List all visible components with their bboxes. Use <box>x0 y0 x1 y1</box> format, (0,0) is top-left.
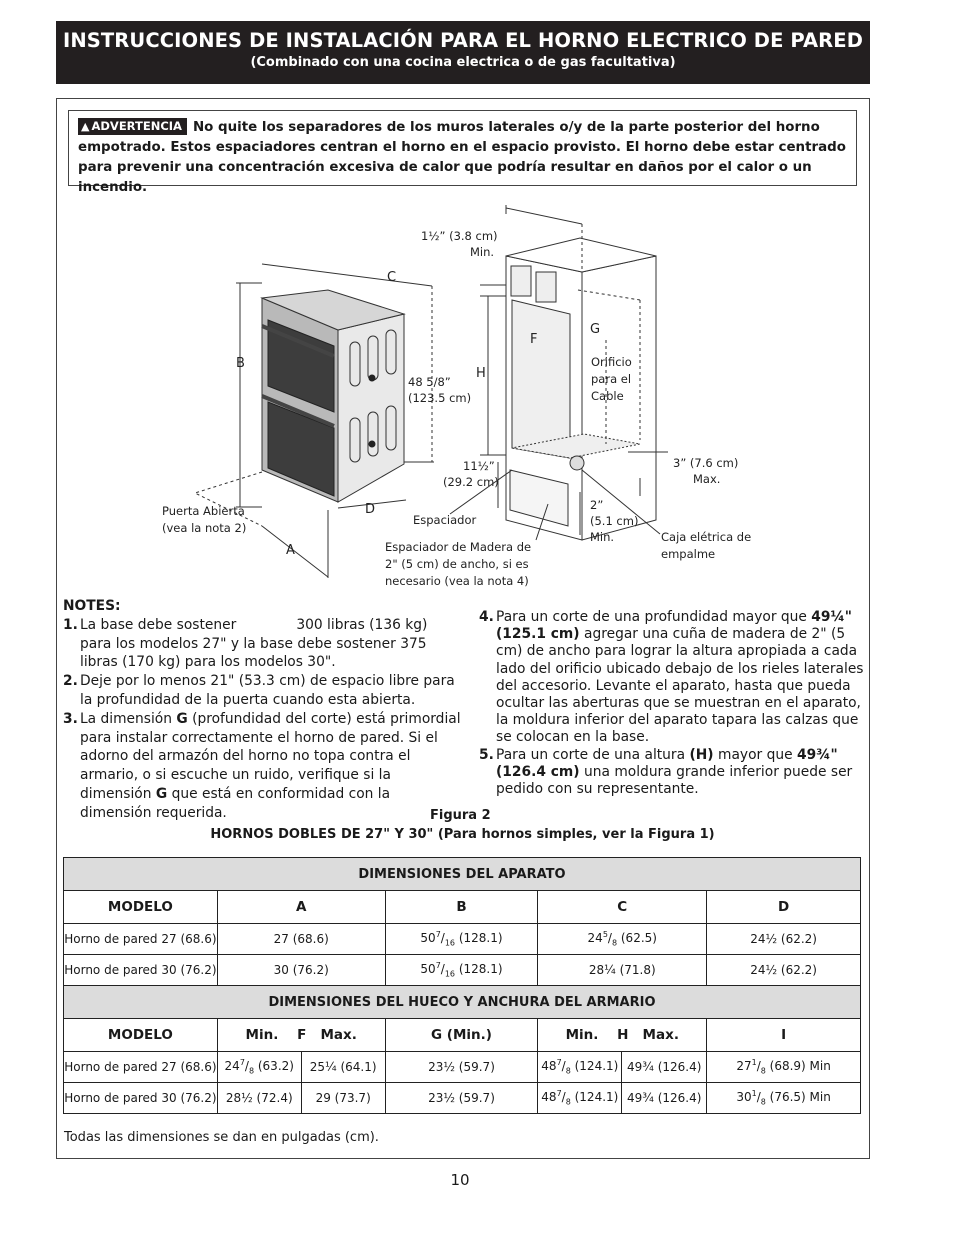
table1-header-model: MODELO <box>64 891 218 924</box>
table2-row1-model: Horno de pared 27 (68.6) <box>64 1052 218 1083</box>
table2-row1-hmin-den: 8 <box>565 1066 571 1076</box>
table2-row2-hmax: 49¾ (126.4) <box>622 1083 707 1114</box>
note-3-text-c: que está en conformidad con la dimensión requerida. <box>80 785 391 821</box>
note-5 <box>479 747 864 799</box>
table1-row2-b-rest: (128.1) <box>455 962 503 977</box>
table2-row2-fmin: 28½ (72.4) <box>217 1083 301 1114</box>
table1-header-d: D <box>707 891 861 924</box>
table2-header-g: G (Min.) <box>385 1019 538 1052</box>
note-5-bold: 49¾" (126.4 cm) <box>496 746 838 780</box>
note-3-g-1: G <box>176 710 188 727</box>
table1-row1-model: Horno de pared 27 (68.6) <box>64 924 218 955</box>
table2-row1-i-num: 1 <box>751 1058 757 1068</box>
note-4-number: 4. <box>479 609 494 625</box>
note-2 <box>63 672 463 710</box>
note-4 <box>479 609 864 747</box>
table2-row1-hmin-rest: (124.1) <box>570 1059 619 1074</box>
madera-label-3: necesario (vea la nota 4) <box>385 574 529 588</box>
table2-row1-fmin-den: 8 <box>248 1066 255 1076</box>
table1-row1-b-num: 7 <box>435 930 441 940</box>
note-2-text: Deje por lo menos 21" (53.3 cm) de espacio libre para la profundidad de la puerta cuando esta abierta. <box>80 673 455 708</box>
note-1-text-a: La base debe sostener <box>80 616 237 633</box>
max-label-2: Max. <box>693 472 721 486</box>
table1-row1-c-whole: 24 <box>587 931 603 946</box>
table-row <box>64 955 861 986</box>
espaciador-label: Espaciador <box>413 513 477 527</box>
table2-header-model: MODELO <box>64 1019 218 1052</box>
table2-section-title: DIMENSIONES DEL HUECO Y ANCHURA DEL ARMARIO <box>64 986 861 1019</box>
table2-row1-fmin-rest: (63.2) <box>254 1059 294 1074</box>
table-row <box>64 924 861 955</box>
table2-row1-hmin-num: 7 <box>556 1058 562 1068</box>
page-subtitle: (Combinado con una cocina electrica o de gas facultativa) <box>250 55 676 70</box>
orificio-label-2: para el <box>591 372 632 386</box>
table2-row1-fmin: $24^7/_8$ (63.2) <box>217 1052 301 1083</box>
table1-row1-b-whole: 50 <box>420 931 436 946</box>
table2-row1-hmin: $48^7/_8$ (124.1) <box>538 1052 622 1083</box>
madera-label-2: 2" (5 cm) de ancho, si es <box>385 557 529 571</box>
table2-row2-i-whole: 30 <box>736 1090 752 1105</box>
caja-label-1: Caja elétrica de <box>661 530 752 544</box>
page-number: 10 <box>450 1171 470 1189</box>
label-b: B <box>236 356 245 371</box>
table1-header-row <box>64 891 861 924</box>
label-c: C <box>387 270 397 285</box>
table1-header-c: C <box>538 891 707 924</box>
label-h: H <box>476 366 486 381</box>
table2-row1-fmin-whole: 24 <box>224 1059 240 1074</box>
table2-row2-hmin: $48^7/_8$ (124.1) <box>538 1083 622 1114</box>
table1-row1-b-den: 16 <box>444 938 456 948</box>
height-label-1: 48 5/8” <box>408 375 451 389</box>
warning-text: No quite los separadores de los muros laterales o/y de la parte posterior del horno empotrado. Estos espaciadores centran el horno en el espacio provisto. El horno debe estar centrado para prevenir una concentración excesiva de calor que podría resultar en daños por el calor o un incendio. <box>78 120 846 195</box>
table2-row1-i-whole: 27 <box>736 1059 752 1074</box>
table2-row2-i-rest: (76.5) Min <box>765 1090 831 1105</box>
max-label-1: 3” (7.6 cm) <box>673 456 739 470</box>
table2-row2-i-num: 1 <box>751 1089 757 1099</box>
warning-badge-label: ADVERTENCIA <box>91 119 182 133</box>
notes-right <box>479 609 864 798</box>
min-label-1: 2” <box>590 498 604 512</box>
note-1 <box>63 616 463 672</box>
table1-row2-b: $50^7/_{16}$ (128.1) <box>385 955 538 986</box>
table1-row2-b-den: 16 <box>444 969 456 979</box>
table2-header-f: Min. F Max. <box>217 1019 385 1052</box>
note-5-h: (H) <box>689 746 714 763</box>
min-label-2: (5.1 cm) <box>590 514 639 528</box>
notes-heading: NOTES: <box>63 598 121 614</box>
table1-row2-c: 28¼ (71.8) <box>538 955 707 986</box>
gap-label-2: Min. <box>470 245 495 259</box>
table1-header-b: B <box>385 891 538 924</box>
footnote: Todas las dimensiones se dan en pulgadas (cm). <box>64 1130 379 1145</box>
table-row <box>64 1052 861 1083</box>
table1-row1-b: $50^7/_{16}$ (128.1) <box>385 924 538 955</box>
note-1-text-b: 300 libras (136 kg) para los modelos 27" y la base debe sostener 375 libras (170 kg) para los modelos 30". <box>80 616 428 671</box>
page-title: INSTRUCCIONES DE INSTALACIÓN PARA EL HORNO ELECTRICO DE PARED <box>62 29 864 52</box>
note-5-text-c: una moldura grande inferior puede ser pedido con su representante. <box>496 763 853 798</box>
label-a: A <box>286 543 295 558</box>
figure-label: Figura 2 <box>430 808 491 823</box>
dimension-line-c <box>262 264 432 286</box>
note-2-number: 2. <box>63 673 78 690</box>
table1-row1-c: $24^5/_8$ (62.5) <box>538 924 707 955</box>
table1-row1-c-num: 5 <box>602 930 608 940</box>
table2-row2-hmin-whole: 48 <box>541 1090 557 1105</box>
height-label-2: (123.5 cm) <box>408 391 472 405</box>
table1-row1-d: 24½ (62.2) <box>707 924 861 955</box>
table2-row1-g: 23½ (59.7) <box>385 1052 538 1083</box>
table1-row1-a: 27 (68.6) <box>217 924 385 955</box>
note-1-number: 1. <box>63 616 78 633</box>
installation-diagram <box>0 0 954 600</box>
figure-caption: HORNOS DOBLES DE 27" Y 30" (Para hornos simples, ver la Figura 1) <box>210 827 715 842</box>
table1-header-a: A <box>217 891 385 924</box>
gap-label-1: 1½” (3.8 cm) <box>421 229 498 243</box>
bottom-label-2: (29.2 cm) <box>443 475 499 489</box>
table2-section <box>64 986 861 1019</box>
dimensions-table <box>63 857 861 1114</box>
note-5-number: 5. <box>479 746 494 763</box>
table1-row2-model: Horno de pared 30 (76.2) <box>64 955 218 986</box>
note-3-number: 3. <box>63 710 78 727</box>
double-oven-illustration <box>262 290 404 502</box>
table2-row1-i: $27^1/_8$ (68.9) Min <box>707 1052 861 1083</box>
dimension-line-i <box>506 208 582 224</box>
table2-row2-i-den: 8 <box>760 1097 766 1107</box>
note-4-text-a: Para un corte de una profundidad mayor que <box>496 609 807 625</box>
table1-row1-b-rest: (128.1) <box>455 931 503 946</box>
table1-row2-d: 24½ (62.2) <box>707 955 861 986</box>
table1-row2-a: 30 (76.2) <box>217 955 385 986</box>
note-4-bold: 49¼" (125.1 cm) <box>496 609 852 643</box>
table2-row2-hmin-den: 8 <box>565 1097 571 1107</box>
orificio-label-3: Cable <box>591 389 624 403</box>
note-3 <box>63 710 463 823</box>
table1-section-title: DIMENSIONES DEL APARATO <box>64 858 861 891</box>
min-label-3: Min. <box>590 530 615 544</box>
madera-label-1: Espaciador de Madera de <box>385 540 532 554</box>
note-5-text-a: Para un corte de una altura <box>496 746 686 763</box>
table2-row2-i: $30^1/_8$ (76.5) Min <box>707 1083 861 1114</box>
label-d: D <box>365 502 376 517</box>
label-f: F <box>530 332 538 347</box>
note-3-text-b: (profundidad del corte) está primordial para instalar correctamente el horno de pared. Si el adorno del armazón del horno no topa contra el armario, o si escuche un ruido, verifique si la dimensión <box>80 710 461 802</box>
puerta-label-2: (vea la nota 2) <box>162 521 247 535</box>
table2-row2-model: Horno de pared 30 (76.2) <box>64 1083 218 1114</box>
dimension-line-a <box>262 526 328 577</box>
orificio-label-1: Orificio <box>591 355 632 369</box>
note-3-text-a: La dimensión <box>80 710 172 727</box>
note-5-text-b: mayor que <box>718 746 793 763</box>
puerta-label-1: Puerta Abierta <box>162 504 245 518</box>
table2-row1-i-den: 8 <box>760 1066 766 1076</box>
table2-row2-fmax: 29 (73.7) <box>301 1083 385 1114</box>
table2-row2-hmin-rest: (124.1) <box>570 1090 619 1105</box>
table1-row1-c-rest: (62.5) <box>617 931 657 946</box>
note-3-g-2: G <box>155 785 168 802</box>
table2-row2-g: 23½ (59.7) <box>385 1083 538 1114</box>
bottom-label-1: 11½” <box>463 459 495 473</box>
table2-row1-hmax: 49¾ (126.4) <box>622 1052 707 1083</box>
table2-header-h: Min. H Max. <box>538 1019 707 1052</box>
notes-left <box>63 597 463 823</box>
note-4-text-b: agregar una cuña de madera de 2" (5 cm) de ancho para lograr la altura apropiada a cada lado del orificio ubicado debajo de los rieles laterales del accesorio. Levante el aparato, hasta que pueda ocultar las aberturas que se muestran en el aparato, la moldura inferior del aparato tapara las calzas que se colocan en la base. <box>496 626 864 746</box>
table2-row1-hmin-whole: 48 <box>541 1059 557 1074</box>
table2-header-row <box>64 1019 861 1052</box>
table2-row1-fmax: 25¼ (64.1) <box>301 1052 385 1083</box>
table1-row1-c-den: 8 <box>611 938 618 948</box>
table2-row1-i-rest: (68.9) Min <box>765 1059 831 1074</box>
label-g: G <box>590 322 601 337</box>
table1-row2-b-whole: 50 <box>420 962 436 977</box>
warning-triangle-icon: ▲ <box>81 120 90 133</box>
table2-row1-fmin-num: 7 <box>239 1058 245 1068</box>
table2-row2-hmin-num: 7 <box>556 1089 562 1099</box>
table-row <box>64 1083 861 1114</box>
table2-header-i: I <box>707 1019 861 1052</box>
table1-section <box>64 858 861 891</box>
caja-label-2: empalme <box>661 547 716 561</box>
table1-row2-b-num: 7 <box>435 961 441 971</box>
